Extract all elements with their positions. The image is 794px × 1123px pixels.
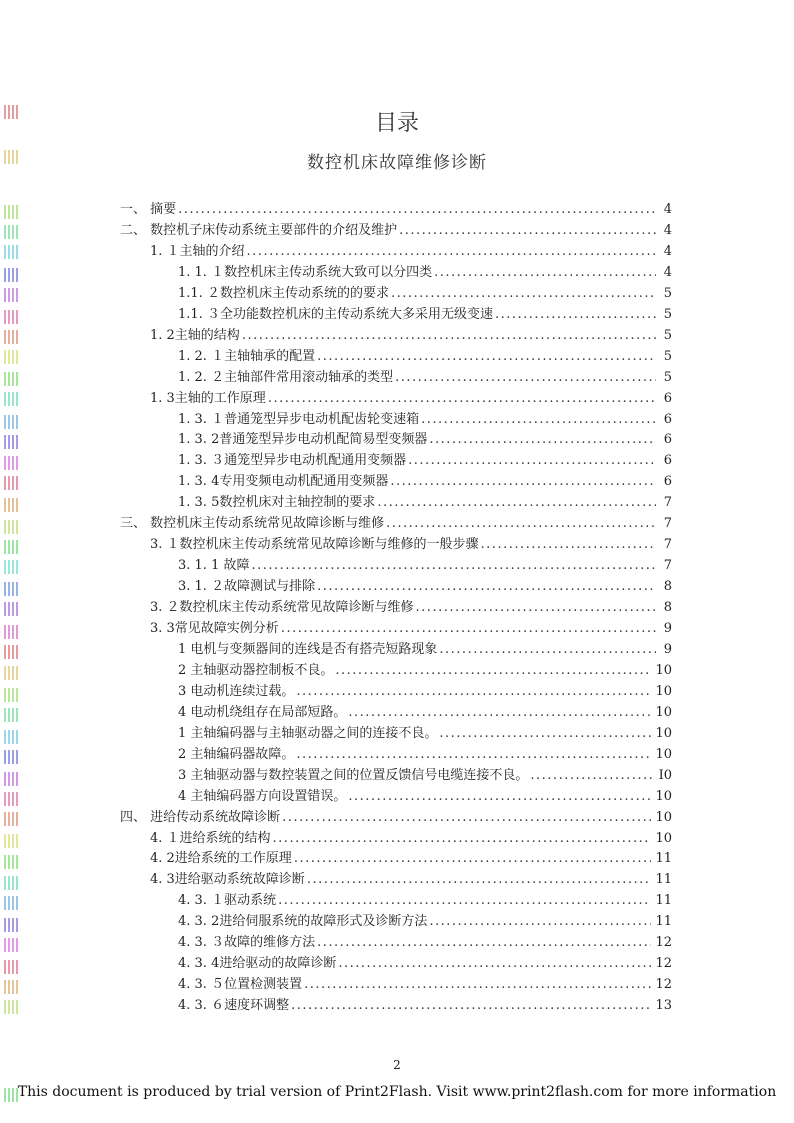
margin-scan-mark: [4, 476, 18, 490]
toc-dot-leader: [317, 347, 656, 367]
toc-entry-label: 1. 3. １普通笼型异步电动机配齿轮变速箱: [178, 411, 420, 427]
toc-entry[interactable]: [178, 577, 672, 597]
toc-dot-leader: [281, 619, 656, 639]
margin-scan-mark: [4, 918, 18, 932]
toc-entry-page: 7: [663, 516, 672, 532]
toc-dot-leader: [439, 724, 651, 744]
toc-entry[interactable]: [120, 221, 672, 241]
margin-scan-mark: [4, 812, 18, 826]
margin-scan-mark: [4, 750, 18, 764]
toc-dot-leader: [335, 661, 651, 681]
toc-entry-page: 6: [663, 411, 672, 427]
toc-dot-leader: [416, 598, 656, 618]
toc-entry-label: 1 电机与变频器间的连线是否有搭壳短路现象: [178, 641, 438, 657]
margin-scan-mark: [4, 268, 18, 282]
margin-scan-mark: [4, 708, 18, 722]
toc-entry[interactable]: [150, 535, 672, 555]
toc-entry-page: 8: [663, 579, 672, 595]
toc-entry-page: 7: [663, 495, 672, 511]
toc-entry-label: 2 主轴编码器故障。: [178, 746, 295, 762]
toc-entry-page: 11: [655, 872, 672, 888]
margin-scan-mark: [4, 602, 18, 616]
toc-dot-leader: [338, 954, 651, 974]
margin-scan-mark: [4, 330, 18, 344]
margin-scan-mark: [4, 560, 18, 574]
margin-scan-mark: [4, 582, 18, 596]
toc-entry-label: 二、 数控机子床传动系统主要部件的介绍及维护: [120, 222, 398, 238]
toc-entry-label: 四、 进给传动系统故障诊断: [120, 809, 281, 825]
toc-entry-page: 5: [663, 306, 672, 322]
toc-dot-leader: [348, 703, 651, 723]
toc-entry-label: 4. 3. 4进给驱动的故障诊断: [178, 956, 337, 972]
toc-entry-label: 3 主轴驱动器与数控装置之间的位置反馈信号电缆连接不良。: [178, 767, 529, 783]
toc-dot-leader: [242, 326, 656, 346]
toc-entry-page: 11: [655, 851, 672, 867]
toc-entry-label: 4. 3. 2进给伺服系统的故障形式及诊断方法: [178, 914, 428, 930]
toc-entry[interactable]: [150, 870, 672, 890]
toc-entry-label: 4. 3. ３故障的维修方法: [178, 935, 316, 951]
toc-entry-page: 10: [655, 725, 672, 741]
toc-entry-label: 4. 2进给系统的工作原理: [150, 851, 292, 867]
toc-entry[interactable]: [178, 996, 672, 1016]
margin-scan-mark: [4, 834, 18, 848]
toc-dot-leader: [386, 514, 656, 534]
toc-entry[interactable]: [150, 389, 672, 409]
toc-entry[interactable]: [150, 326, 672, 346]
margin-scan-mark: [4, 392, 18, 406]
margin-scan-mark: [4, 980, 18, 994]
margin-scan-mark: [4, 520, 18, 534]
margin-scan-mark: [4, 415, 18, 429]
toc-dot-leader: [317, 933, 651, 953]
toc-entry-label: 4. 3进给驱动系统故障诊断: [150, 872, 305, 888]
toc-entry-page: 10: [655, 830, 672, 846]
toc-entry[interactable]: [178, 368, 672, 388]
margin-scan-mark: [4, 855, 18, 869]
toc-entry-page: 4: [663, 202, 672, 217]
toc-entry[interactable]: [178, 661, 672, 681]
toc-dot-leader: [282, 808, 651, 828]
toc-entry-label: 2 主轴驱动器控制板不良。: [178, 662, 334, 678]
toc-entry-label: 3. １数控机床主传动系统常见故障诊断与维修的一般步骤: [150, 537, 479, 553]
toc-entry[interactable]: [178, 724, 672, 744]
toc-entry-page: 6: [663, 390, 672, 406]
toc-entry[interactable]: [150, 849, 672, 869]
toc-entry-page: 10: [655, 704, 672, 720]
toc-entry-page: 10: [655, 788, 672, 804]
toc-dot-leader: [296, 682, 651, 702]
toc-entry-label: 1. １主轴的介绍: [150, 243, 245, 259]
toc-entry[interactable]: [178, 410, 672, 430]
toc-entry-page: 5: [663, 327, 672, 343]
toc-entry-label: 一、 摘要: [120, 202, 177, 217]
toc-entry[interactable]: [120, 808, 672, 828]
margin-scan-mark: [4, 540, 18, 554]
toc-dot-leader: [495, 305, 656, 325]
toc-entry-label: 三、 数控机床主传动系统常见故障诊断与维修: [120, 516, 385, 532]
margin-scan-mark: [4, 938, 18, 952]
toc-entry-label: 3. ２数控机床主传动系统常见故障诊断与维修: [150, 600, 414, 616]
toc-entry[interactable]: [178, 493, 672, 513]
toc-dot-leader: [429, 912, 651, 932]
toc-entry-page: 5: [663, 348, 672, 364]
toc-entry-label: 1.1. ３全功能数控机床的主传动系统大多采用无级变速: [178, 306, 493, 322]
toc-entry-page: 5: [663, 369, 672, 385]
toc-entry-page: 8: [663, 600, 672, 616]
toc-entry-page: 4: [663, 243, 672, 259]
toc-entry[interactable]: [150, 829, 672, 849]
toc-entry-label: 3. 3常见故障实例分析: [150, 621, 279, 636]
margin-scan-mark: [4, 310, 18, 324]
toc-entry-label: 1. 3. 4专用变频电动机配通用变频器: [178, 474, 389, 490]
toc-entry-label: 1. 2. １主轴轴承的配置: [178, 348, 316, 364]
toc-entry[interactable]: [120, 200, 672, 220]
toc-dot-leader: [391, 284, 656, 304]
toc-dot-leader: [247, 242, 656, 262]
toc-entry-page: 9: [663, 641, 672, 657]
toc-entry[interactable]: [178, 975, 672, 995]
toc-entry[interactable]: [178, 933, 672, 953]
toc-entry-page: 10: [655, 746, 672, 762]
toc-entry[interactable]: [178, 472, 672, 492]
toc-entry-page: 10: [655, 809, 672, 825]
margin-scan-mark: [4, 772, 18, 786]
toc-entry-label: 3. 1. ２故障测试与排除: [178, 579, 316, 595]
toc-entry-page: 12: [655, 977, 672, 993]
toc-entry-page: 6: [663, 432, 672, 448]
toc-dot-leader: [178, 200, 656, 220]
toc-entry-label: 1 主轴编码器与主轴驱动器之间的连接不良。: [178, 725, 438, 741]
toc-entry[interactable]: [178, 954, 672, 974]
toc-entry-label: 1. 1. １数控机床主传动系统大致可以分四类: [178, 264, 433, 280]
toc-dot-leader: [291, 996, 651, 1016]
toc-entry-label: 4. 3. １驱动系统: [178, 893, 277, 909]
toc-entry-page: 5: [663, 285, 672, 301]
toc-entry-label: 1.1. ２数控机床主传动系统的的要求: [178, 285, 389, 301]
toc-entry-label: 1. 3. ３通笼型异步电动机配通用变频器: [178, 453, 407, 469]
toc-entry-page: I0: [658, 767, 672, 783]
toc-entry-label: 3. 1. 1 故障: [178, 558, 250, 574]
toc-entry-label: 1. 3. 2普通笼型异步电动机配简易型变频器: [178, 432, 428, 448]
page-number: 2: [393, 1058, 401, 1072]
toc-dot-leader: [317, 577, 656, 597]
document-subtitle: 数控机床故障维修诊断: [307, 153, 487, 173]
margin-scan-mark: [4, 792, 18, 806]
toc-dot-leader: [390, 472, 656, 492]
margin-scan-mark: [4, 435, 18, 449]
toc-entry[interactable]: [178, 640, 672, 660]
toc-dot-leader: [429, 430, 656, 450]
toc-entry-label: 4. 3. ５位置检测装置: [178, 977, 303, 993]
toc-entry[interactable]: [178, 766, 672, 786]
toc-dot-leader: [421, 410, 656, 430]
toc-entry-page: 4: [663, 264, 672, 280]
toc-entry[interactable]: [178, 284, 672, 304]
margin-scan-mark: [4, 245, 18, 259]
toc-dot-leader: [251, 556, 656, 576]
margin-scan-mark: [4, 666, 18, 680]
toc-title: 目录: [374, 111, 419, 136]
toc-dot-leader: [296, 745, 651, 765]
toc-entry-page: 13: [655, 998, 672, 1014]
trial-watermark-footer: This document is produced by trial version of Print2Flash. Visit www.print2flash.com for more information: [17, 1084, 777, 1100]
toc-entry-label: 4. １进给系统的结构: [150, 830, 271, 846]
toc-entry-label: 1. 3主轴的工作原理: [150, 390, 266, 406]
toc-entry-page: 7: [663, 537, 672, 553]
margin-scan-mark: [4, 456, 18, 470]
toc-entry[interactable]: [150, 598, 672, 618]
toc-entry[interactable]: [178, 305, 672, 325]
toc-entry[interactable]: [178, 451, 672, 471]
toc-dot-leader: [268, 389, 656, 409]
margin-scan-mark: [4, 896, 18, 910]
margin-scan-mark: [4, 498, 18, 512]
toc-entry[interactable]: [178, 347, 672, 367]
toc-entry[interactable]: [178, 430, 672, 450]
margin-scan-mark: [4, 105, 18, 119]
toc-dot-leader: [278, 891, 651, 911]
toc-dot-leader: [434, 263, 656, 283]
toc-entry[interactable]: [178, 787, 672, 807]
toc-dot-leader: [530, 766, 654, 786]
toc-entry-label: 4 主轴编码器方向设置错误。: [178, 788, 347, 804]
toc-entry-label: 3 电动机连续过载。: [178, 683, 295, 699]
toc-entry-label: 4 电动机绕组存在局部短路。: [178, 704, 347, 720]
margin-scan-mark: [4, 225, 18, 239]
toc-entry-page: 12: [655, 935, 672, 951]
toc-entry-page: 10: [655, 662, 672, 678]
margin-scan-mark: [4, 288, 18, 302]
toc-entry[interactable]: [178, 263, 672, 283]
toc-entry-label: 1. 2. ２主轴部件常用滚动轴承的类型: [178, 369, 394, 385]
toc-entry-label: 1. 3. 5数控机床对主轴控制的要求: [178, 495, 376, 511]
toc-dot-leader: [377, 493, 656, 513]
toc-entry-page: 4: [663, 222, 672, 238]
toc-dot-leader: [304, 975, 651, 995]
toc-entry[interactable]: [178, 703, 672, 723]
toc-entry[interactable]: [178, 556, 672, 576]
margin-scan-mark: [4, 372, 18, 386]
toc-entry[interactable]: [150, 242, 672, 262]
margin-scan-mark: [4, 645, 18, 659]
toc-dot-leader: [481, 535, 656, 555]
toc-entry[interactable]: [178, 682, 672, 702]
margin-scan-mark: [4, 150, 18, 164]
margin-scan-mark: [4, 876, 18, 890]
margin-scan-mark: [4, 960, 18, 974]
toc-entry[interactable]: [150, 619, 672, 639]
toc-entry-page: 10: [655, 683, 672, 699]
toc-entry-page: 6: [663, 474, 672, 490]
margin-scan-mark: [4, 350, 18, 364]
toc-entry-page: 11: [655, 893, 672, 909]
toc-entry-label: 1. 2主轴的结构: [150, 327, 240, 343]
margin-scan-mark: [4, 1000, 18, 1014]
margin-scan-mark: [4, 688, 18, 702]
toc-dot-leader: [439, 640, 656, 660]
toc-dot-leader: [307, 870, 652, 890]
toc-dot-leader: [294, 849, 652, 869]
toc-entry-page: 7: [663, 558, 672, 574]
toc-dot-leader: [273, 829, 652, 849]
toc-dot-leader: [408, 451, 656, 471]
toc-entry[interactable]: [178, 891, 672, 911]
margin-scan-mark: [4, 730, 18, 744]
toc-entry-page: 6: [663, 453, 672, 469]
toc-dot-leader: [399, 221, 656, 241]
toc-entry-page: 12: [655, 956, 672, 972]
toc-entry[interactable]: [178, 745, 672, 765]
margin-scan-mark: [4, 205, 18, 219]
toc-entry-page: 9: [663, 621, 672, 636]
toc-entry[interactable]: [120, 514, 672, 534]
toc-dot-leader: [395, 368, 656, 388]
margin-scan-mark: [4, 625, 18, 639]
toc-dot-leader: [348, 787, 651, 807]
toc-entry-page: 11: [655, 914, 672, 930]
margin-scan-mark: [4, 1088, 18, 1102]
toc-entry-label: 4. 3. ６速度环调整: [178, 998, 290, 1014]
toc-entry[interactable]: [178, 912, 672, 932]
